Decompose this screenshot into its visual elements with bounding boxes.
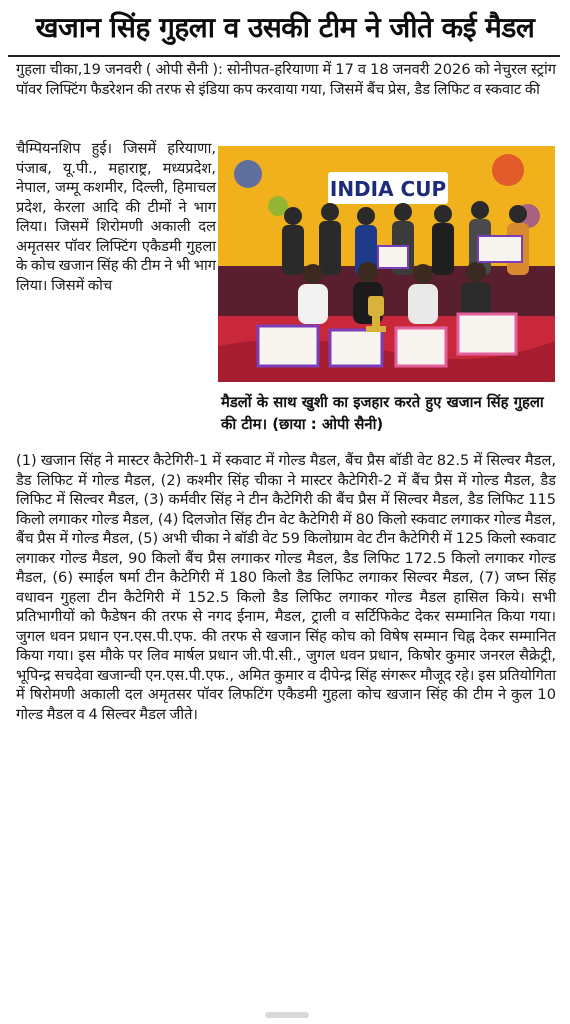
page-edge-mark: [265, 1012, 309, 1018]
trophy: [366, 296, 386, 332]
team-photo-illustration: [218, 146, 555, 382]
article-photo: [218, 146, 555, 382]
headline-rule: [8, 55, 560, 57]
article-headline: खजान सिंह गुहला व उसकी टीम ने जीते कई मैडल: [35, 11, 535, 44]
banner-text: INDIA CUP: [329, 177, 447, 201]
article-main-text: (1) खजान सिंह ने मास्टर कैटेगिरी-1 में स्कवाट में गोल्ड मैडल, बैंच प्रैस बॉडी वेट 82.5 में सिल्वर मैडल, डैड लिफिट में गोल्ड मैडल, (2) कश्मीर सिंह चीका ने मास्टर कैटेगिरी-2 में बैंच प्रैस में गोल्ड मैडल, डैड लिफिट में सिल्वर मैडल, (3) कर्मवीर सिंह ने टीन कैटेगिरी की बैंच प्रैस में सिल्वर मैडल, डैड लिफिट 115 किलो लगाकर गोल्ड मैडल, (4) दिलजोत सिंह टीन वेट कैटेगिरी में 80 किलो स्कवाट लगाकर गोल्ड मैडल, बैंच प्रैस में गोल्ड मैडल, (5) अभी चीका ने बॉडी वेट 59 किलोग्राम वेट टीन कैटेगिरी में 125 किलो स्कवाट लगाकर गोल्ड मैडल, 90 किलो बैंच प्रैस लगाकर गोल्ड मैडल, डैड लिफिट 172.5 किलो लगाकर गोल्ड मैडल, (6) स्माईल षर्मा टीन कैटेगिरी में 180 किलो डैड लिफिट लगाकर सिल्वर मैडल, (7) जष्न सिंह वधावन गुहला टीन कैटेगिरी में 152.5 किलो डैड लिफिट लगाकर गोल्ड मैडल हासिल किये। सभी प्रतिभागीयों को फैडेषन की तरफ से नगद ईनाम, मैडल, ट्राली व सर्टिफिकेट देकर सम्मानित किया गया। जुगल धवन प्रधान एन.एस.पी.एफ. की तरफ से खजान सिंह कोच को विषेष सम्मान चिह्न देकर सम्मानित किया गया। इस मौके पर लिव मार्षल प्रधान जी.पी.सी., जुगल धवन प्रधान, किषोर कुमार जनरल सैक्रेट्री, भूपिन्द्र सचदेवा खजान्ची एन.एस.पी.एफ., अमित कुमार व दीपेन्द्र सिंह संगरूर मौजूद रहे। इस प्रतियोगिता में षिरोमणी अकाली दल अमृतसर पॉवर लिफटिंग एकैडमी गुहला कोच खजान सिंह की टीम ने कुल 10 गोल्ड मैडल व 4 सिल्वर मैडल जीते।: [16, 452, 556, 723]
photo-caption: मैडलों के साथ खुशी का इजहार करते हुए खजान सिंह गुहला की टीम। (छाया : ओपी सैनी): [221, 394, 544, 433]
article-left-column: चैम्पियनशिप हुई। जिसमें हरियाणा, पंजाब, यू.पी., महाराष्ट्र, मध्यप्रदेश, नेपाल, जम्मू कशमीर, दिल्ली, हिमाचल प्रदेश, केरला आदि की टीमों ने भाग लिया। जिसमें शिरोमणी अकाली दल अमृतसर पॉवर लिफ्टिंग एकैडमी गुहला के कोच खजान सिंह की टीम ने भी भाग लिया। जिसमें कोच: [16, 140, 216, 294]
article-intro: गुहला चीका,19 जनवरी ( ओपी सैनी ): सोनीपत-हरियाणा में 17 व 18 जनवरी 2026 को नेचुरल स्ट्रांग पॉवर लिफ्टिंग फैडरेशन की तरफ से इंडिया कप करवाया गया, जिसमें बैंच प्रेस, डैड लिफिट व स्कवाट की: [16, 61, 556, 98]
